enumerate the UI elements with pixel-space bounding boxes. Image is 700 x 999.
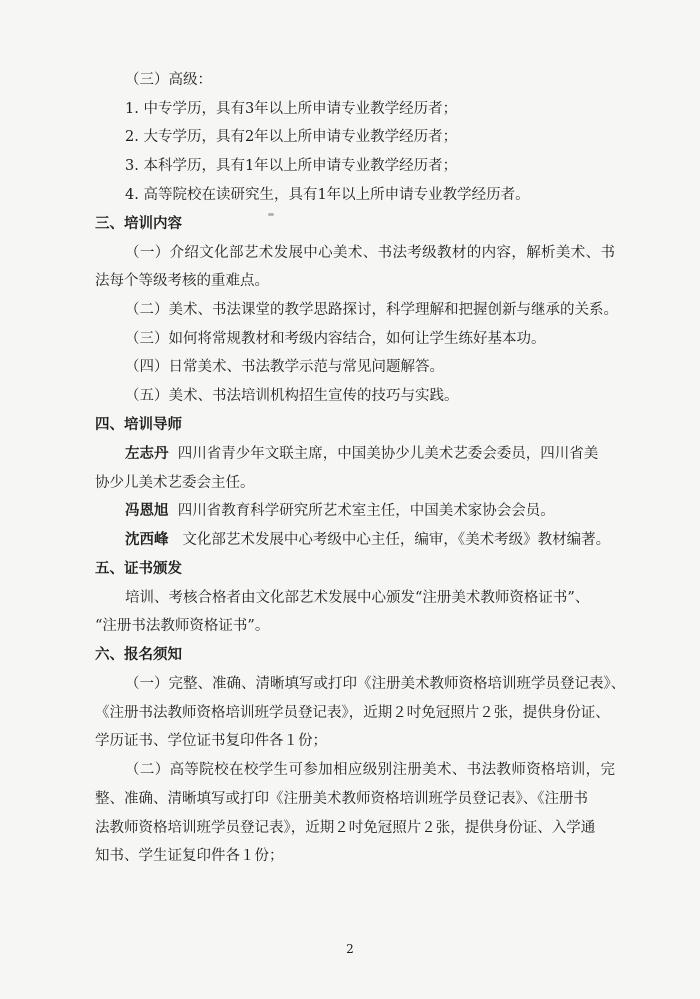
- teacher-1: [125, 444, 598, 464]
- page-number: 2: [346, 942, 354, 956]
- section3-p2: （二）美术、书法课堂的教学思路探讨，科学理解和把握创新与继承的关系。: [125, 302, 618, 318]
- teacher-2-name: 冯恩旭: [125, 503, 169, 519]
- teacher-1-desc: 四川省青少年文联主席，中国美协少儿美术艺委会委员，四川省美: [177, 446, 599, 462]
- teacher-2: [125, 501, 555, 521]
- section5-line2: “注册书法教师资格证书”。: [95, 618, 270, 634]
- section6-heading: 六、报名须知: [95, 647, 182, 663]
- teacher-3-desc: 文化部艺术发展中心考级中心主任，编审，《美术考级》教材编著。: [182, 532, 611, 548]
- teacher-1-name: 左志丹: [125, 446, 169, 462]
- section6-p2-line1: （二）高等院校在校学生可参加相应级别注册美术、书法教师资格培训，完: [125, 762, 615, 778]
- level3-item-1: 1. 中专学历，具有3年以上所申请专业教学经历者；: [125, 101, 458, 117]
- teacher-3: [125, 530, 610, 550]
- scan-speck: [268, 213, 274, 216]
- section3-heading: 三、培训内容: [95, 216, 182, 232]
- section6-p2-line3: 法教师资格培训班学员登记表》，近期２吋免冠照片２张，提供身份证、入学通: [95, 820, 596, 836]
- section6-p1-line3: 学历证书、学位证书复印件各１份；: [95, 733, 327, 749]
- section3-p1-line2: 法每个等级考核的重难点。: [95, 273, 269, 289]
- section6-p2-line4: 知书、学生证复印件各１份；: [95, 848, 284, 864]
- section3-p1-line1: （一）介绍文化部艺术发展中心美术、书法考级教材的内容，解析美术、书: [125, 245, 615, 261]
- teacher-2-desc: 四川省教育科学研究所艺术室主任，中国美术家协会会员。: [177, 503, 555, 519]
- section5-line1: 培训、考核合格者由文化部艺术发展中心颁发“注册美术教师资格证书”、: [125, 590, 590, 606]
- teacher-3-name: 沈西峰: [125, 532, 169, 548]
- section5-heading: 五、证书颁发: [95, 561, 182, 577]
- section6-p1-line1: （一）完整、准确、清晰填写或打印《注册美术教师资格培训班学员登记表》、: [125, 676, 626, 692]
- level3-item-4: 4. 高等院校在读研究生，具有1年以上所申请专业教学经历者。: [125, 187, 530, 203]
- section4-heading: 四、培训导师: [95, 417, 182, 433]
- teacher-1-desc-line2: 协少儿美术艺委会主任。: [95, 475, 255, 491]
- level3-item-3: 3. 本科学历，具有1年以上所申请专业教学经历者；: [125, 158, 458, 174]
- level3-item-2: 2. 大专学历，具有2年以上所申请专业教学经历者；: [125, 129, 458, 145]
- section6-p1-line2: 《注册书法教师资格培训班学员登记表》，近期２吋免冠照片２张，提供身份证、: [95, 705, 610, 721]
- section3-p4: （四）日常美术、书法教学示范与常见问题解答。: [125, 359, 444, 375]
- section3-p5: （五）美术、书法培训机构招生宣传的技巧与实践。: [125, 388, 459, 404]
- section6-p2-line2: 整、准确、清晰填写或打印《注册美术教师资格培训班学员登记表》、《注册书: [95, 791, 588, 807]
- level3-title: （三）高级：: [125, 72, 212, 88]
- section3-p3: （三）如何将常规教材和考级内容结合，如何让学生练好基本功。: [125, 331, 546, 347]
